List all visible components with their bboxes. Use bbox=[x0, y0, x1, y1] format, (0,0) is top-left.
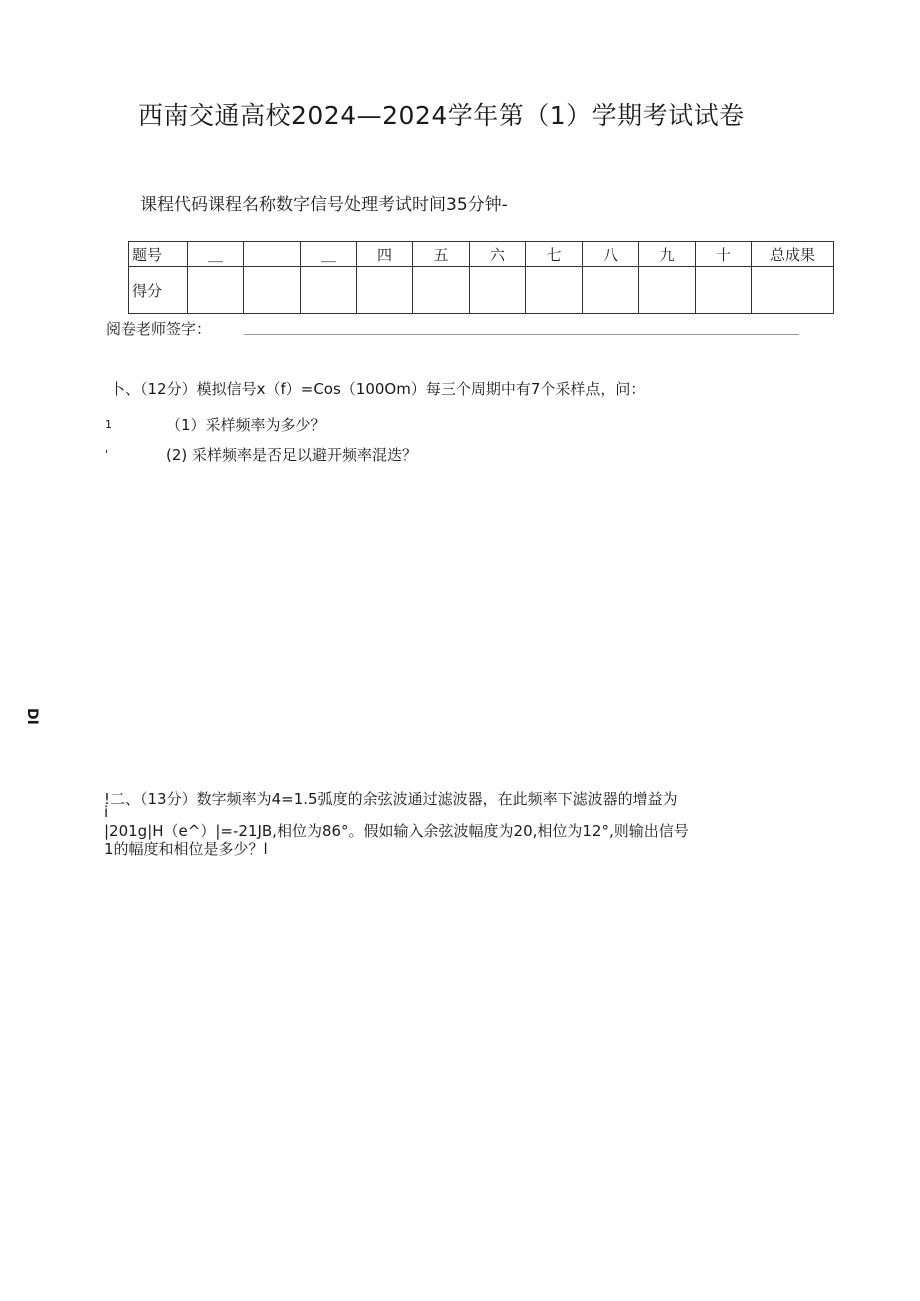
page-title: 西南交通高校2024—2024学年第（1）学期考试试卷 bbox=[138, 101, 745, 130]
score-cell[interactable] bbox=[752, 267, 834, 314]
score-cell[interactable] bbox=[413, 267, 470, 314]
score-table-score-row bbox=[129, 267, 834, 314]
question-2-margin-mark: i bbox=[104, 803, 109, 821]
side-mark: DI bbox=[24, 708, 40, 725]
score-cell[interactable] bbox=[583, 267, 639, 314]
score-row-label: 得分 bbox=[129, 267, 188, 314]
question-1b: (2) 采样频率是否足以避开频率混迭？ bbox=[166, 446, 418, 464]
score-cell[interactable] bbox=[244, 267, 301, 314]
score-cell[interactable] bbox=[639, 267, 696, 314]
question-1a-marker: 1 bbox=[105, 418, 112, 431]
score-cell[interactable] bbox=[188, 267, 244, 314]
score-cell[interactable] bbox=[301, 267, 357, 314]
score-cell[interactable] bbox=[357, 267, 413, 314]
score-cell[interactable] bbox=[526, 267, 583, 314]
header-cell: 九 bbox=[639, 242, 696, 267]
header-cell bbox=[244, 242, 301, 267]
question-2-line-1: !二、（13分）数字频率为4=1.5弧度的余弦波通过滤波器，在此频率下滤波器的增益为 bbox=[104, 790, 678, 808]
course-info: 课程代码课程名称数字信号处理考试时间35分钟- bbox=[140, 195, 508, 215]
header-cell: 题号 bbox=[129, 242, 188, 267]
header-cell: ＿ bbox=[301, 242, 357, 267]
header-cell: 八 bbox=[583, 242, 639, 267]
question-1-stem: 卜、（12分）模拟信号x（f）=Cos（100Om）每三个周期中有7个采样点，问： bbox=[110, 380, 646, 398]
grader-signature-label: 阅卷老师签字： bbox=[106, 320, 212, 338]
question-2-line-3: 1的幅度和相位是多少？l bbox=[104, 840, 268, 858]
header-cell: 五 bbox=[413, 242, 470, 267]
question-1b-marker: ' bbox=[105, 448, 109, 461]
score-table-header-row bbox=[129, 242, 834, 267]
signature-line[interactable] bbox=[244, 334, 799, 335]
header-cell: ＿ bbox=[188, 242, 244, 267]
header-cell: 十 bbox=[696, 242, 752, 267]
header-cell: 四 bbox=[357, 242, 413, 267]
header-cell: 七 bbox=[526, 242, 583, 267]
header-cell: 六 bbox=[470, 242, 526, 267]
score-cell[interactable] bbox=[470, 267, 526, 314]
header-cell: 总成果 bbox=[752, 242, 834, 267]
question-2-line-2: |201g|H（e^）|=-21JB,相位为86°。假如输入余弦波幅度为20,相位为12°,则输出信号 bbox=[104, 822, 689, 840]
score-cell[interactable] bbox=[696, 267, 752, 314]
question-1a: （1）采样频率为多少？ bbox=[166, 416, 326, 434]
score-table bbox=[128, 241, 834, 314]
